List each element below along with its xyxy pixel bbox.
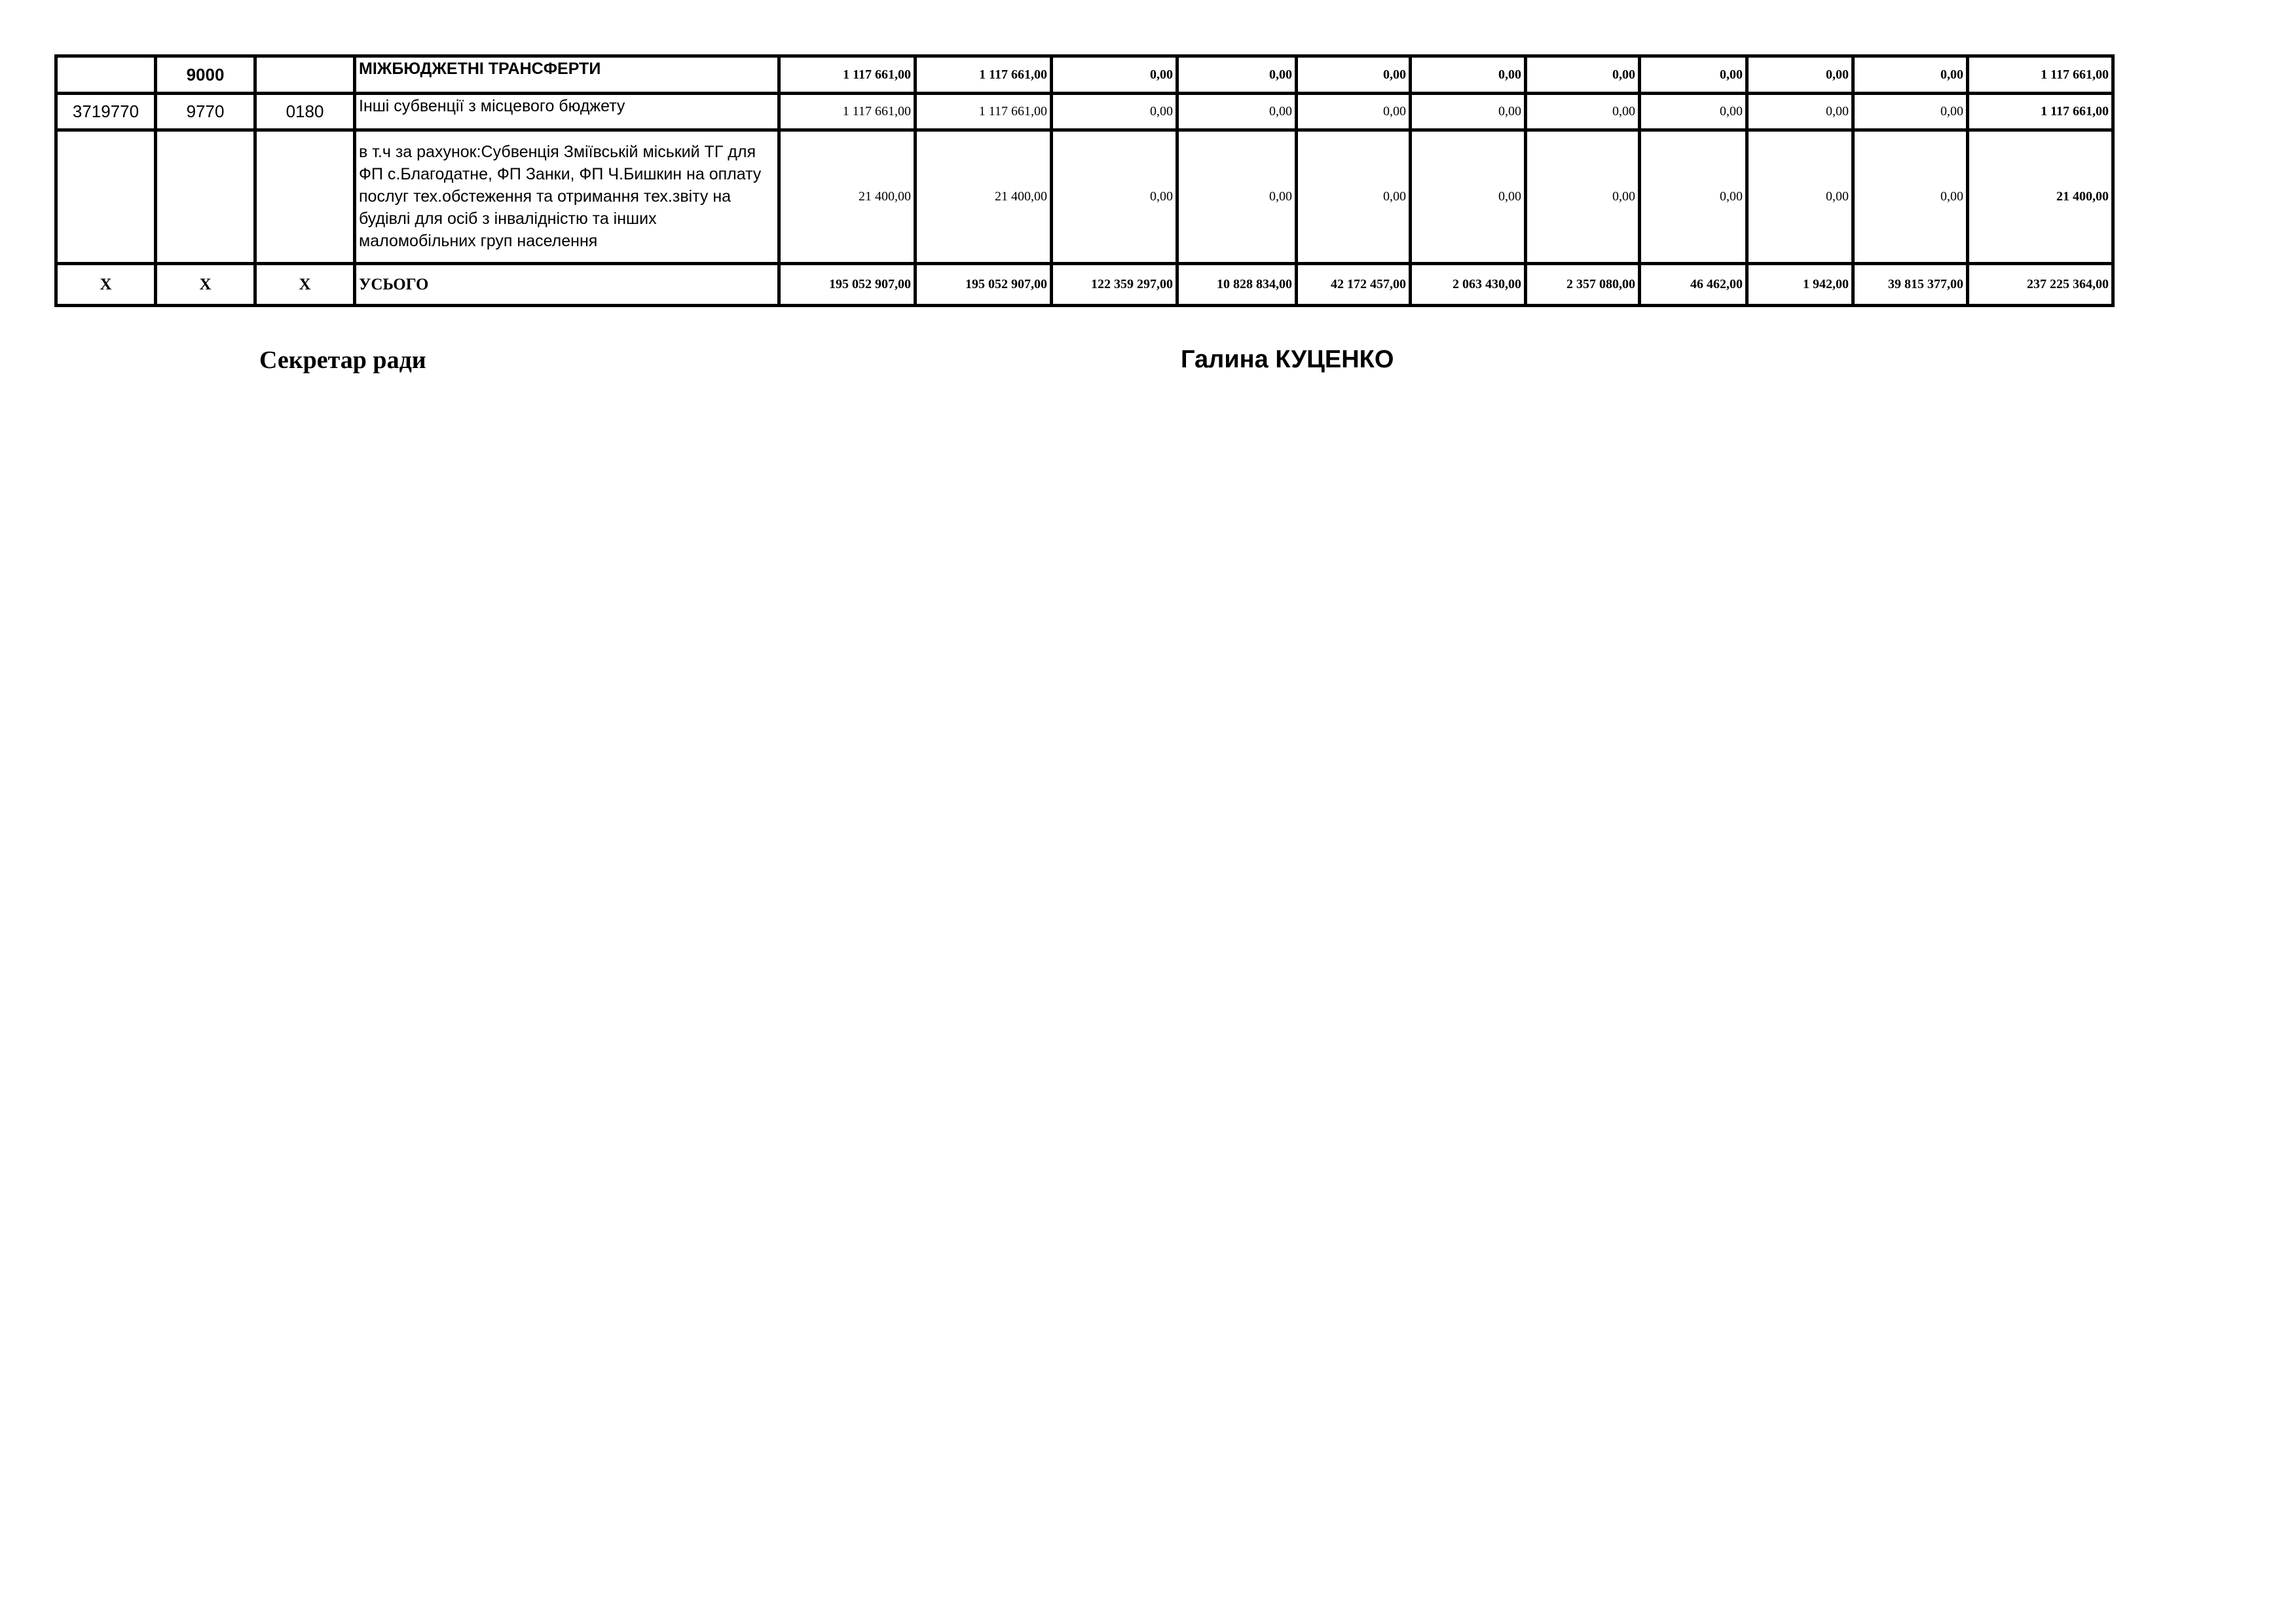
cell-value: 0,00 [1853,94,1968,130]
budget-table [54,54,2115,307]
cell-value: 2 063 430,00 [1411,264,1526,306]
cell-value: 0,00 [1052,130,1177,264]
cell-value: 46 462,00 [1640,264,1747,306]
cell-classifier-code [255,56,355,94]
cell-value: 0,00 [1052,94,1177,130]
cell-value: 0,00 [1411,56,1526,94]
cell-value: 21 400,00 [779,130,916,264]
cell-value: 0,00 [1640,130,1747,264]
cell-program-code: Х [56,264,156,306]
cell-value: 0,00 [1640,56,1747,94]
cell-value: 10 828 834,00 [1177,264,1297,306]
table-row-subvention-detail [56,130,2113,264]
cell-function-code [156,130,255,264]
cell-value: 0,00 [1526,56,1640,94]
cell-value: 0,00 [1747,94,1853,130]
cell-value: 0,00 [1853,130,1968,264]
cell-value: 0,00 [1177,130,1297,264]
table-row-other-subventions [56,94,2113,130]
cell-value: 42 172 457,00 [1297,264,1411,306]
cell-value: 0,00 [1526,94,1640,130]
cell-value: 21 400,00 [916,130,1052,264]
cell-value: 1 117 661,00 [779,56,916,94]
cell-value-total: 1 117 661,00 [1968,56,2113,94]
cell-value: 1 117 661,00 [916,56,1052,94]
cell-value-total: 237 225 364,00 [1968,264,2113,306]
cell-value: 0,00 [1297,56,1411,94]
cell-classifier-code: 0180 [255,94,355,130]
cell-name: МІЖБЮДЖЕТНІ ТРАНСФЕРТИ [355,56,779,94]
signature-name: Галина КУЦЕНКО [1181,346,1394,373]
cell-value: 0,00 [1747,130,1853,264]
cell-value: 0,00 [1640,94,1747,130]
cell-program-code [56,130,156,264]
cell-classifier-code [255,130,355,264]
table-row-section-9000 [56,56,2113,94]
cell-classifier-code: Х [255,264,355,306]
cell-value: 1 942,00 [1747,264,1853,306]
cell-value-total: 1 117 661,00 [1968,94,2113,130]
cell-value-total: 21 400,00 [1968,130,2113,264]
cell-name: в т.ч за рахунок:Субвенція Зміївській міський ТГ для ФП с.Благодатне, ФП Занки, ФП Ч.Бишкин на оплату послуг тех.обстеження та отримання тех.звіту на будівлі для осіб з інвалідністю та інших маломобільних груп населення [355,130,779,264]
cell-value: 0,00 [1411,130,1526,264]
cell-value: 195 052 907,00 [779,264,916,306]
cell-value: 0,00 [1052,56,1177,94]
cell-program-code: 3719770 [56,94,156,130]
cell-value: 0,00 [1747,56,1853,94]
cell-name: УСЬОГО [355,264,779,306]
cell-value: 1 117 661,00 [779,94,916,130]
cell-name: Інші субвенції з місцевого бюджету [355,94,779,130]
cell-value: 122 359 297,00 [1052,264,1177,306]
cell-value: 0,00 [1177,56,1297,94]
cell-program-code [56,56,156,94]
cell-value: 0,00 [1411,94,1526,130]
cell-value: 39 815 377,00 [1853,264,1968,306]
cell-value: 0,00 [1526,130,1640,264]
cell-value: 195 052 907,00 [916,264,1052,306]
cell-value: 1 117 661,00 [916,94,1052,130]
cell-value: 0,00 [1297,130,1411,264]
cell-function-code: Х [156,264,255,306]
cell-value: 0,00 [1853,56,1968,94]
cell-value: 0,00 [1177,94,1297,130]
cell-function-code: 9000 [156,56,255,94]
signature-position: Секретар ради [259,346,426,374]
cell-value: 0,00 [1297,94,1411,130]
cell-function-code: 9770 [156,94,255,130]
table-row-total [56,264,2113,306]
cell-value: 2 357 080,00 [1526,264,1640,306]
